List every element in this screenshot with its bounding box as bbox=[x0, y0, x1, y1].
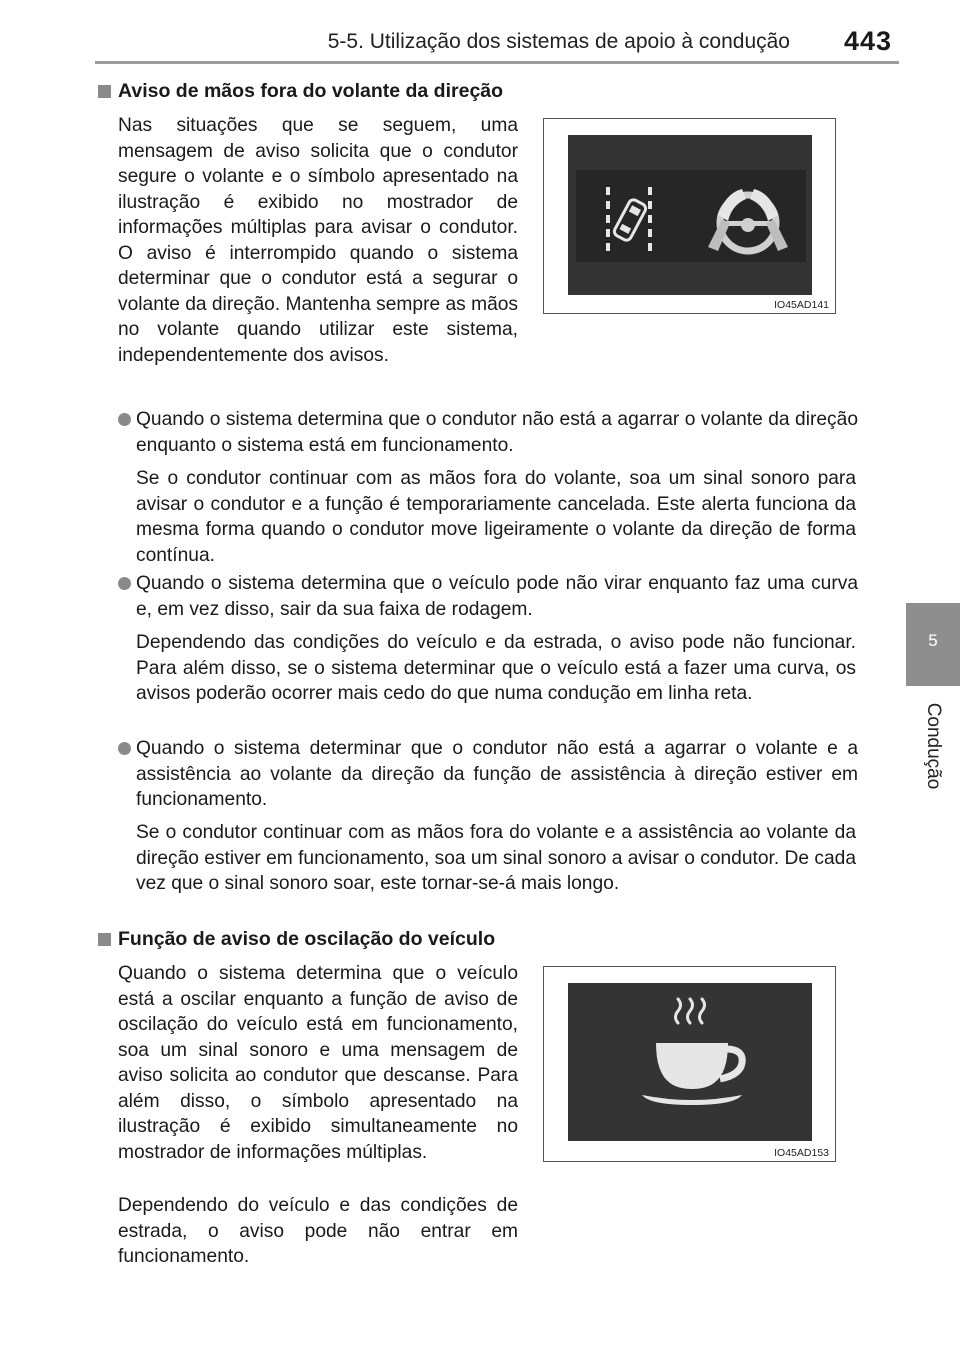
section-title: 5-5. Utilização dos sistemas de apoio à condução bbox=[327, 30, 790, 53]
figure-caption: IO45AD153 bbox=[774, 1147, 829, 1159]
hands-off-intro: Nas situações que se seguem, uma mensagem de aviso solicita que o condutor segure o volante e o símbolo apresentado na ilustração é exibido no mostrador de informações múltiplas para avisar o condutor. O aviso é interrompido quando o sistema determinar que o condutor está a segurar o volante da direção. Mantenha sempre as mãos no volante quando utilizar este sistema, independentemente dos avisos. bbox=[118, 115, 518, 366]
display-screen bbox=[568, 135, 812, 295]
list-item-text: Quando o sistema determina que o veículo pode não virar enquanto faz uma curva e, em vez disso, sair da sua faixa de rodagem. bbox=[136, 573, 858, 620]
figure-hands-off-warning bbox=[543, 118, 836, 314]
page-number: 443 bbox=[843, 26, 892, 56]
figure-sway-warning bbox=[543, 966, 836, 1162]
list-item bbox=[118, 736, 858, 813]
display-graphic bbox=[568, 135, 812, 295]
square-bullet-icon bbox=[98, 933, 111, 946]
section-heading-text: Aviso de mãos fora do volante da direção bbox=[118, 80, 504, 102]
header-divider bbox=[95, 61, 899, 64]
page-header bbox=[0, 0, 960, 62]
sway-warning-description: Quando o sistema determina que o veículo está a oscilar enquanto a função de aviso de oscilação do veículo está em funcionamento, soa um sinal sonoro e uma mensagem de aviso solicita ao condutor que descanse. Para além disso, o símbolo apresentado na ilustração é exibido simultaneamente no mostrador de informações múltiplas. bbox=[118, 963, 518, 1163]
section-heading-text: Função de aviso de oscilação do veículo bbox=[118, 928, 496, 950]
list-item bbox=[118, 407, 858, 458]
display-screen bbox=[568, 983, 812, 1141]
list-item-detail: Se o condutor continuar com as mãos fora do volante, soa um sinal sonoro para avisar o condutor e a função é temporariamente cancelada. Este alerta funciona da mesma forma quando o condutor move ligeiramente o volante da direção de forma contínua. bbox=[136, 468, 856, 566]
coffee-cup-icon bbox=[568, 983, 812, 1141]
chapter-number: 5 bbox=[928, 631, 938, 650]
list-item-text: Quando o sistema determinar que o condutor não está a agarrar o volante e a assistência ao volante da direção da função de assistência à direção estiver em funcionamento. bbox=[136, 738, 858, 810]
list-item-text: Quando o sistema determina que o condutor não está a agarrar o volante da direção enquanto o sistema está em funcionamento. bbox=[136, 409, 858, 456]
section-heading-sway-warning bbox=[98, 928, 495, 951]
list-item bbox=[118, 571, 858, 622]
round-bullet-icon bbox=[118, 577, 131, 590]
chapter-label-text: Condução bbox=[923, 702, 944, 790]
round-bullet-icon bbox=[118, 742, 131, 755]
list-item-detail: Dependendo das condições do veículo e da estrada, o aviso pode não funcionar. Para além disso, se o sistema determinar que o veículo está a fazer uma curva, os avisos poderão ocorrer mais cedo do que numa condução em linha reta. bbox=[136, 632, 856, 704]
chapter-label bbox=[906, 696, 960, 796]
list-item-detail: Se o condutor continuar com as mãos fora do volante e a assistência ao volante da direção estiver em funcionamento, soa um sinal sonoro a avisar o condutor. De cada vez que o sinal sonoro soar, este tornar-se-á mais longo. bbox=[136, 822, 856, 894]
round-bullet-icon bbox=[118, 413, 131, 426]
figure-caption: IO45AD141 bbox=[774, 299, 829, 311]
sway-warning-note: Dependendo do veículo e das condições de estrada, o aviso pode não entrar em funcionamento. bbox=[118, 1195, 518, 1267]
section-heading-hands-off bbox=[98, 80, 503, 103]
square-bullet-icon bbox=[98, 85, 111, 98]
chapter-tab bbox=[906, 603, 960, 686]
